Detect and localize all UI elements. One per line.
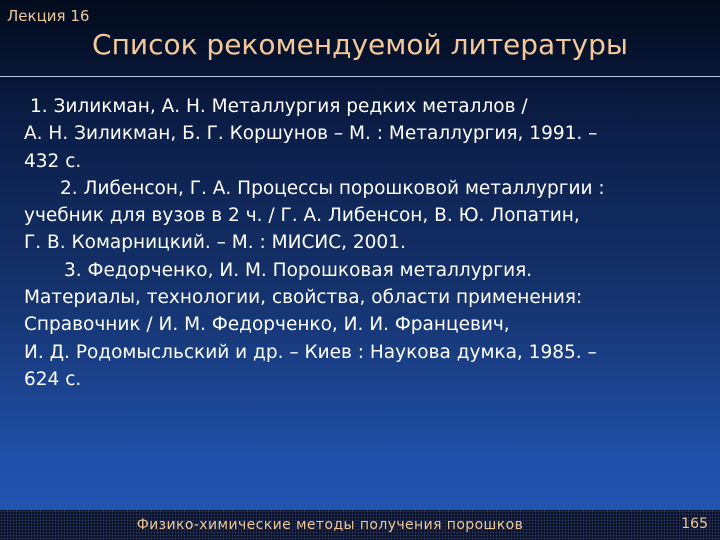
reference-1-line-3: 432 с. [24,150,82,172]
title-divider [0,76,720,77]
page-number: 165 [681,516,708,532]
reference-item-2 [24,175,704,257]
reference-3-line-1: 3. Федорченко, И. М. Порошковая металлургия. [64,259,533,281]
reference-item-3 [24,257,704,393]
reference-3-line-4: И. Д. Родомысльский и др. – Киев : Наукова думка, 1985. – [24,341,597,363]
reference-2-line-1: 2. Либенсон, Г. А. Процессы порошковой металлургии : [60,177,605,199]
slide-title: Список рекомендуемой литературы [92,28,628,61]
reference-1-line-2: А. Н. Зиликман, Б. Г. Коршунов – М. : Металлургия, 1991. – [24,123,598,145]
reference-2-line-2: учебник для вузов в 2 ч. / Г. А. Либенсон, В. Ю. Лопатин, [24,205,580,227]
footer-bar [0,510,720,540]
footer-course-title: Физико-химические методы получения порошков [136,517,524,533]
reference-3-line-5: 624 с. [24,368,82,390]
reference-list [24,93,704,393]
reference-item-1 [24,93,704,175]
reference-2-line-3: Г. В. Комарницкий. – М. : МИСИС, 2001. [24,232,406,254]
lecture-label: Лекция 16 [7,7,90,25]
reference-3-line-2: Материалы, технологии, свойства, области применения: [24,287,583,309]
reference-3-line-3: Справочник / И. М. Федорченко, И. И. Францевич, [24,314,510,336]
reference-1-line-1: 1. Зиликман, А. Н. Металлургия редких металлов / [30,96,528,117]
